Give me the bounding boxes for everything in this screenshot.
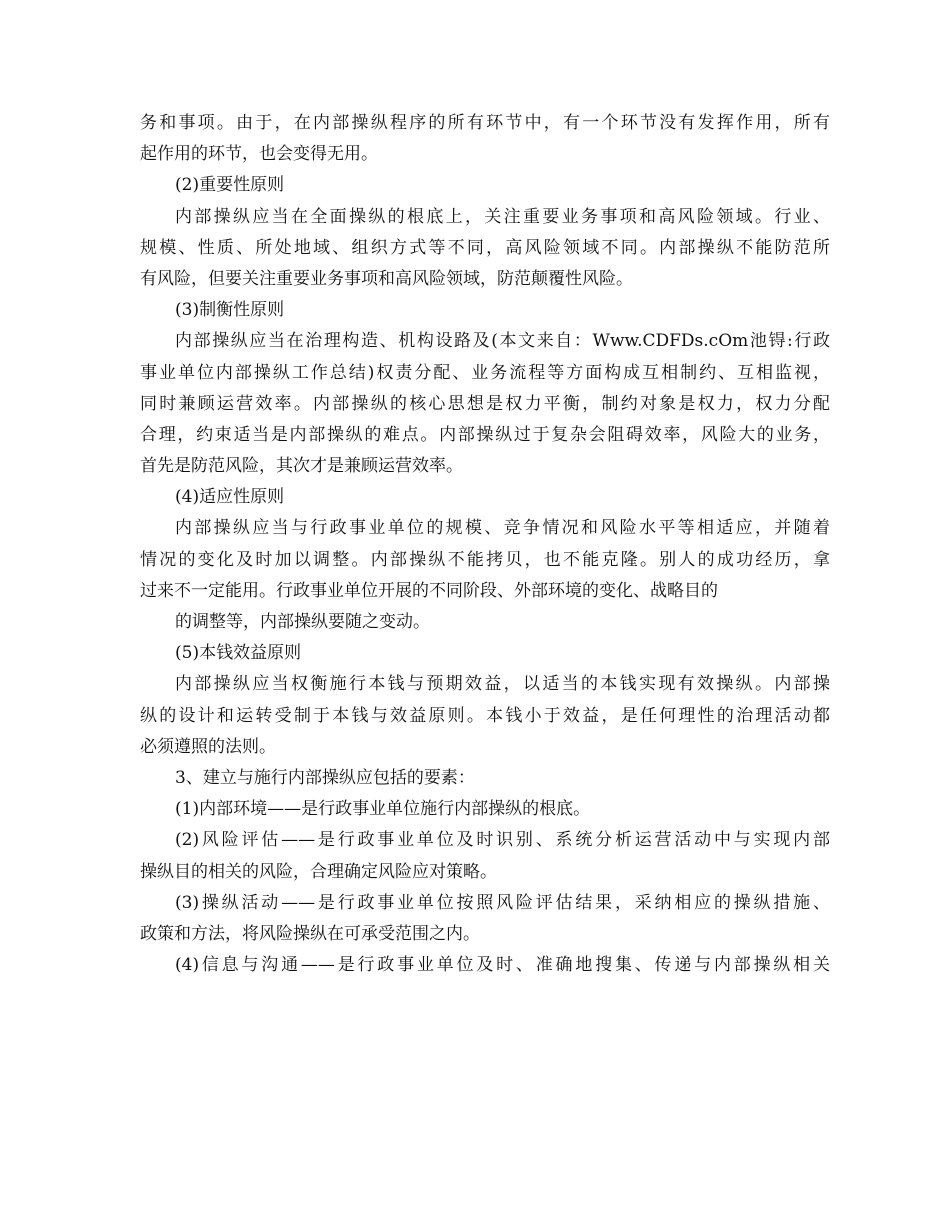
text-line: 内部操纵应当在治理构造、机构设路及(本文来自：Www.CDFDs.cOm池锝:行政 [175,331,830,352]
text-line: 3、建立与施行内部操纵应包括的要素： [175,767,475,788]
text-line: 必须遵照的法则。 [140,736,276,757]
text-line: (4)信息与沟通——是行政事业单位及时、准确地搜集、传递与内部操纵相关 [175,955,830,976]
text-line: 起作用的环节，也会变得无用。 [140,144,378,165]
text-line: (3)操纵活动——是行政事业单位按照风险评估结果，采纳相应的操纵措施、 [175,892,830,913]
text-line: 内部操纵应当与行政事业单位的规模、竞争情况和风险水平等相适应，并随着 [175,518,830,539]
text-line: (1)内部环境——是行政事业单位施行内部操纵的根底。 [175,799,591,820]
document-body [140,108,830,981]
text-line: 操纵目的相关的风险，合理确定风险应对策略。 [140,861,497,882]
text-line: (3)制衡性原则 [175,300,285,321]
text-line: 内部操纵应当权衡施行本钱与预期效益，以适当的本钱实现有效操纵。内部操 [175,674,830,695]
text-line: 同时兼顾运营效率。内部操纵的核心思想是权力平衡，制约对象是权力，权力分配 [140,393,830,414]
text-line: 务和事项。由于，在内部操纵程序的所有环节中，有一个环节没有发挥作用，所有 [140,113,830,133]
text-line: (2)重要性原则 [175,175,285,196]
text-line: (2)风险评估——是行政事业单位及时识别、系统分析运营活动中与实现内部 [175,830,830,851]
text-line: 规模、性质、所处地域、组织方式等不同，高风险领域不同。内部操纵不能防范所 [140,237,830,258]
text-line: 事业单位内部操纵工作总结)权责分配、业务流程等方面构成互相制约、互相监视， [140,362,830,383]
text-line: 合理，约束适当是内部操纵的难点。内部操纵过于复杂会阻碍效率，风险大的业务， [140,424,830,445]
text-line: 情况的变化及时加以调整。内部操纵不能拷贝，也不能克隆。别人的成功经历，拿 [140,549,830,570]
text-line: 有风险，但要关注重要业务事项和高风险领域，防范颠覆性风险。 [140,268,633,289]
text-line: (4)适应性原则 [175,487,285,508]
text-line: 过来不一定能用。行政事业单位开展的不同阶段、外部环境的变化、战略目的 [140,580,718,601]
text-line: 首先是防范风险，其次才是兼顾运营效率。 [140,456,463,477]
text-line: 的调整等，内部操纵要随之变动。 [175,612,430,632]
text-line: 内部操纵应当在全面操纵的根底上，关注重要业务事项和高风险领域。行业、 [175,206,830,227]
text-line: 政策和方法，将风险操纵在可承受范围之内。 [140,923,480,944]
text-line: (5)本钱效益原则 [175,643,302,664]
text-line: 纵的设计和运转受制于本钱与效益原则。本钱小于效益，是任何理性的治理活动都 [140,705,830,726]
